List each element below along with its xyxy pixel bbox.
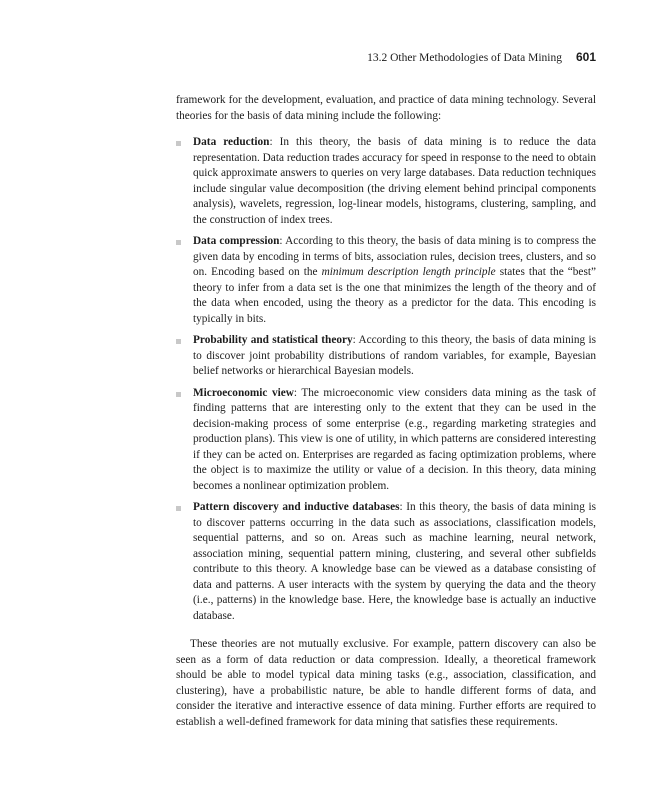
emphasized-term: minimum description length principle <box>321 266 496 278</box>
list-item-probability-theory <box>176 333 596 380</box>
term-heading: Microeconomic view <box>193 386 294 399</box>
term-description: : According to this theory, the basis of data mining is to compress the given data by encoding in terms of bits, association rules, decision trees, clusters, and so on. Encoding based on the <box>193 235 596 278</box>
list-item-data-reduction <box>176 135 596 228</box>
square-bullet-icon <box>176 240 181 245</box>
square-bullet-icon <box>176 339 181 344</box>
square-bullet-icon <box>176 141 181 146</box>
term-description: : In this theory, the basis of data mining is to discover patterns occurring in the data such as associations, classification models, sequential patterns, and so on. Areas such as machine learning, neural network, association mining, sequential pattern mining, clustering, and several other subfields contribute to this theory. A knowledge base can be viewed as a database consisting of data and patterns. A user interacts with the system by querying the data and the theory (i.e., patterns) in the knowledge base. Here, the knowledge base is actually an inductive database. <box>193 501 596 622</box>
intro-paragraph: framework for the development, evaluation, and practice of data mining technology. Several theories for the basis of data mining include the following: <box>176 94 596 122</box>
list-item-data-compression <box>176 234 596 327</box>
term-description: : The microeconomic view considers data mining as the task of finding patterns that are interesting only to the extent that they can be used in the decision-making process of some enterprise (e.g., regarding marketing strategies and production plans). This view is one of utility, in which patterns are considered interesting if they can be acted on. Enterprises are regarded as facing optimization problems, where the object is to maximize the utility or value of a decision. In this theory, data mining becomes a nonlinear optimization problem. <box>193 386 596 492</box>
term-description: : In this theory, the basis of data mining is to reduce the data representation. Data reduction trades accuracy for speed in response to the need to obtain quick approximate answers to queries on very large databases. Data reduction techniques include singular value decomposition (the driving element behind principal components analysis), wavelets, regression, log-linear models, histograms, clustering, sampling, and the construction of index trees. <box>193 136 596 226</box>
running-header <box>176 50 596 64</box>
square-bullet-icon <box>176 506 181 511</box>
list-item-pattern-discovery <box>176 500 596 624</box>
term-heading: Data reduction <box>193 136 270 148</box>
closing-paragraph: These theories are not mutually exclusive. For example, pattern discovery can also be seen as a form of data reduction or data compression. Ideally, a theoretical framework should be able to model typical data mining tasks (e.g., association, classification, and clustering), have a probabilistic nature, be able to handle different forms of data, and consider the iterative and interactive essence of data mining. Further efforts are required to establish a well-defined framework for data mining that satisfies these requirements. <box>176 638 596 728</box>
term-heading: Pattern discovery and inductive databases <box>193 501 400 513</box>
term-heading: Probability and statistical theory <box>193 334 353 346</box>
term-heading: Data compression <box>193 235 280 247</box>
body-text <box>176 93 596 730</box>
theory-list <box>176 135 596 624</box>
page-number: 601 <box>575 50 596 64</box>
square-bullet-icon <box>176 392 181 397</box>
term-description-cont: states that the “best” theory to infer from a data set is the one that minimizes the length of the theory and of the data when encoded, using the theory as a predictor for the data. This encoding is typically in bits. <box>193 266 596 325</box>
term-description: : According to this theory, the basis of data mining is to discover joint probability distributions of random variables, for example, Bayesian belief networks or hierarchical Bayesian models. <box>193 334 596 377</box>
list-item-microeconomic-view <box>176 386 596 495</box>
section-title: 13.2 Other Methodologies of Data Mining <box>367 52 562 64</box>
